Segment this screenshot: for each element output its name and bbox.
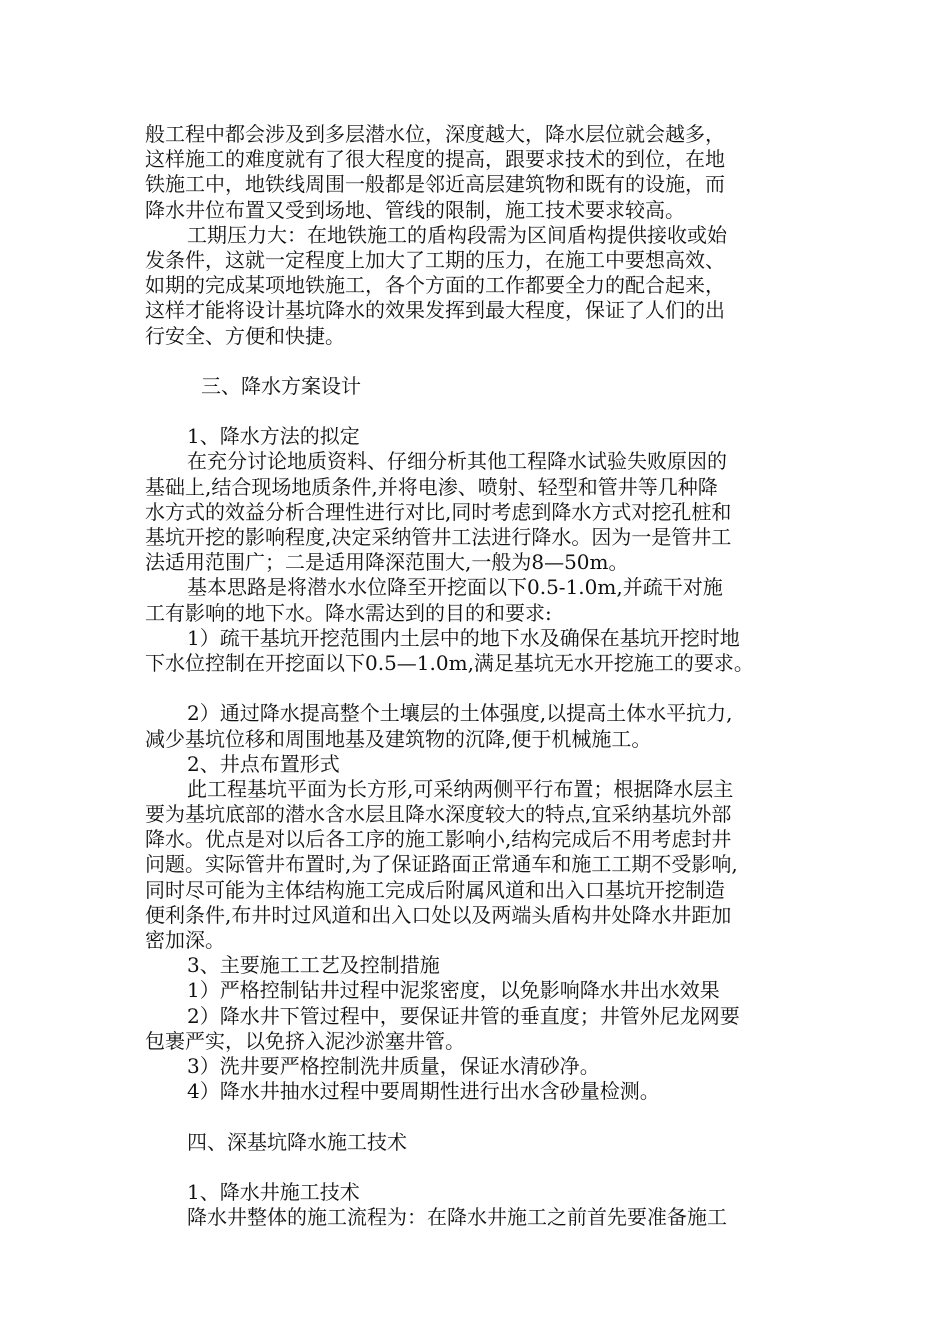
list-item-line: 下水位控制在开挖面以下0.5—1.0m,满足基坑无水开挖施工的要求。 xyxy=(145,650,754,675)
subsection-title: 1、降水方法的拟定 xyxy=(187,424,360,449)
list-item-line: 3）洗井要严格控制洗井质量，保证水清砂净。 xyxy=(187,1053,600,1078)
list-item-line: 2）降水井下管过程中，要保证井管的垂直度；井管外尼龙网要 xyxy=(187,1003,740,1028)
spacer xyxy=(145,676,810,701)
paragraph-line: 铁施工中，地铁线周围一般都是邻近高层建筑物和既有的设施，而 xyxy=(145,172,725,197)
paragraph-line: 要为基坑底部的潜水含水层且降水深度较大的特点,宜采纳基坑外部 xyxy=(145,802,732,827)
paragraph-line: 水方式的效益分析合理性进行对比,同时考虑到降水方式对挖孔桩和 xyxy=(145,499,732,524)
paragraph-line: 法适用范围广；二是适用降深范围大,一般为8—50m。 xyxy=(145,550,629,575)
paragraph-line: 发条件，这就一定程度上加大了工期的压力，在施工中要想高效、 xyxy=(145,247,725,272)
section-heading: 三、降水方案设计 xyxy=(201,373,361,398)
list-item-line: 2）通过降水提高整个土壤层的土体强度,以提高土体水平抗力, xyxy=(187,701,733,726)
paragraph-line: 密加深。 xyxy=(145,928,225,952)
document-page xyxy=(145,122,810,1230)
list-item-line: 1）严格控制钻井过程中泥浆密度，以免影响降水井出水效果 xyxy=(187,978,720,1003)
paragraph-line: 这样才能将设计基坑降水的效果发挥到最大程度，保证了人们的出 xyxy=(145,298,725,323)
spacer xyxy=(145,399,810,424)
paragraph-line: 般工程中都会涉及到多层潜水位，深度越大，降水层位就会越多， xyxy=(145,122,725,146)
paragraph-line: 这样施工的难度就有了很大程度的提高，跟要求技术的到位，在地 xyxy=(145,147,725,172)
paragraph-line: 此工程基坑平面为长方形,可采纳两侧平行布置；根据降水层主 xyxy=(187,776,734,801)
paragraph-line: 在充分讨论地质资料、仔细分析其他工程降水试验失败原因的 xyxy=(187,449,727,474)
paragraph-line: 基础上,结合现场地质条件,并将电渗、喷射、轻型和管井等几种降 xyxy=(145,474,718,499)
paragraph-line: 便利条件,布井时过风道和出入口处以及两端头盾构井处降水井距加 xyxy=(145,902,732,927)
paragraph-line: 工有影响的地下水。降水需达到的目的和要求: xyxy=(145,600,552,625)
list-item-line: 4）降水井抽水过程中要周期性进行出水含砂量检测。 xyxy=(187,1079,660,1104)
paragraph-line: 降水井位布置又受到场地、管线的限制，施工技术要求较高。 xyxy=(145,197,685,222)
paragraph-line: 工期压力大：在地铁施工的盾构段需为区间盾构提供接收或始 xyxy=(187,222,727,247)
list-item-line: 包裹严实，以免挤入泥沙淤塞井管。 xyxy=(145,1028,465,1053)
section-heading: 四、深基坑降水施工技术 xyxy=(187,1129,407,1154)
list-item-line: 减少基坑位移和周围地基及建筑物的沉降,便于机械施工。 xyxy=(145,726,652,751)
paragraph-line: 问题。实际管井布置时,为了保证路面正常通车和施工工期不受影响, xyxy=(145,852,738,877)
spacer xyxy=(145,349,810,374)
spacer xyxy=(145,1155,810,1180)
subsection-title: 3、主要施工工艺及控制措施 xyxy=(187,953,440,978)
paragraph-line: 同时尽可能为主体结构施工完成后附属风道和出入口基坑开挖制造 xyxy=(145,877,725,902)
paragraph-line: 行安全、方便和快捷。 xyxy=(145,323,345,348)
subsection-title: 2、井点布置形式 xyxy=(187,751,340,776)
list-item-line: 1）疏干基坑开挖范围内土层中的地下水及确保在基坑开挖时地 xyxy=(187,625,740,650)
paragraph-line: 降水井整体的施工流程为：在降水井施工之前首先要准备施工 xyxy=(187,1205,727,1230)
paragraph-line: 降水。优点是对以后各工序的施工影响小,结构完成后不用考虑封井 xyxy=(145,827,732,852)
paragraph-line: 基坑开挖的影响程度,决定采纳管井工法进行降水。因为一是管井工 xyxy=(145,525,732,549)
subsection-title: 1、降水井施工技术 xyxy=(187,1179,360,1204)
paragraph-line: 基本思路是将潜水水位降至开挖面以下0.5-1.0m,并疏干对施 xyxy=(187,575,723,600)
paragraph-line: 如期的完成某项地铁施工，各个方面的工作都要全力的配合起来， xyxy=(145,273,725,298)
spacer xyxy=(145,1104,810,1129)
